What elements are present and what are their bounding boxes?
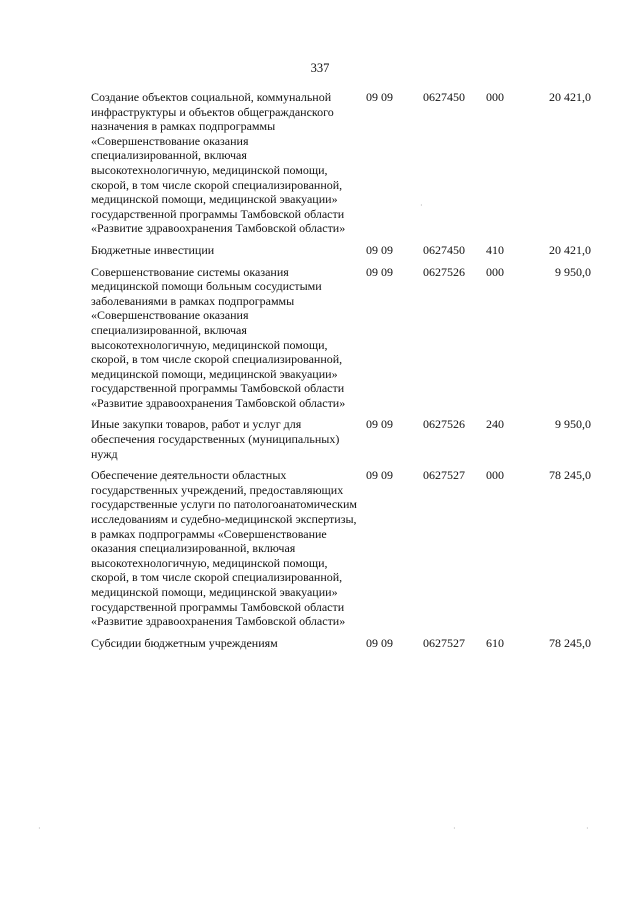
row-name: Иные закупки товаров, работ и услуг для обеспечения государственных (муниципальных) нужд [91, 417, 340, 461]
row-name: Создание объектов социальной, коммунальной инфраструктуры и объектов общегражданского назначения в рамках подпрограммы «Совершенствование оказания специализированной, включая высокотехнологичную, медицинской помощи, скорой, в том числе скорой специализированной, медицинской помощи, медицинской эвакуации» государственной программы Тамбовской области «Развитие здравоохранения Тамбовской области» [91, 90, 346, 236]
table-row [91, 636, 591, 651]
page-number: 337 [310, 61, 330, 75]
table-row [91, 417, 591, 461]
row-name: Бюджетные инвестиции [91, 242, 215, 257]
row-expense-type: 000 [486, 264, 504, 279]
row-section-code: 09 09 [366, 468, 393, 483]
row-expense-type: 410 [486, 242, 504, 257]
budget-table [91, 90, 591, 650]
scan-speck: · [453, 824, 456, 833]
row-amount: 78 245,0 [549, 468, 591, 483]
table-row [91, 243, 591, 258]
row-amount: 9 950,0 [555, 264, 591, 279]
scan-speck: · [420, 201, 423, 210]
row-amount: 20 421,0 [549, 242, 591, 257]
row-name: Совершенствование системы оказания медицинской помощи больным сосудистыми заболеваниями в рамках подпрограммы «Совершенствование оказания специализированной, включая высокотехнологичную, медицинской помощи, скорой, в том числе скорой специализированной, медицинской помощи, медицинской эвакуации» государственной программы Тамбовской области «Развитие здравоохранения Тамбовской области» [91, 264, 346, 410]
row-amount: 9 950,0 [555, 417, 591, 432]
row-expense-type: 000 [486, 468, 504, 483]
row-target-code: 0627526 [423, 417, 465, 432]
row-expense-type: 000 [486, 90, 504, 104]
row-name: Субсидии бюджетным учреждениям [91, 635, 278, 650]
row-target-code: 0627526 [423, 264, 465, 279]
row-section-code: 09 09 [366, 90, 393, 104]
row-target-code: 0627527 [423, 635, 465, 650]
table-row [91, 90, 591, 236]
row-target-code: 0627527 [423, 468, 465, 483]
row-amount: 78 245,0 [549, 635, 591, 650]
row-target-code: 0627450 [423, 90, 465, 104]
row-section-code: 09 09 [366, 635, 393, 650]
scan-speck: · [586, 824, 589, 833]
row-expense-type: 240 [486, 417, 504, 432]
row-amount: 20 421,0 [549, 90, 591, 104]
row-section-code: 09 09 [366, 242, 393, 257]
row-expense-type: 610 [486, 635, 504, 650]
table-row [91, 265, 591, 411]
row-name: Обеспечение деятельности областных государственных учреждений, предоставляющих государственные услуги по патологоанатомическим исследованиям и судебно-медицинской экспертизы, в рамках подпрограммы «Совершенствование оказания специализированной, включая высокотехнологичную, медицинской помощи, скорой, в том числе скорой специализированной, медицинской помощи, медицинской эвакуации» государственной программы Тамбовской области «Развитие здравоохранения Тамбовской области» [91, 468, 358, 629]
row-section-code: 09 09 [366, 264, 393, 279]
row-target-code: 0627450 [423, 242, 465, 257]
row-section-code: 09 09 [366, 417, 393, 432]
table-row [91, 468, 591, 629]
scan-speck: · [38, 824, 41, 833]
